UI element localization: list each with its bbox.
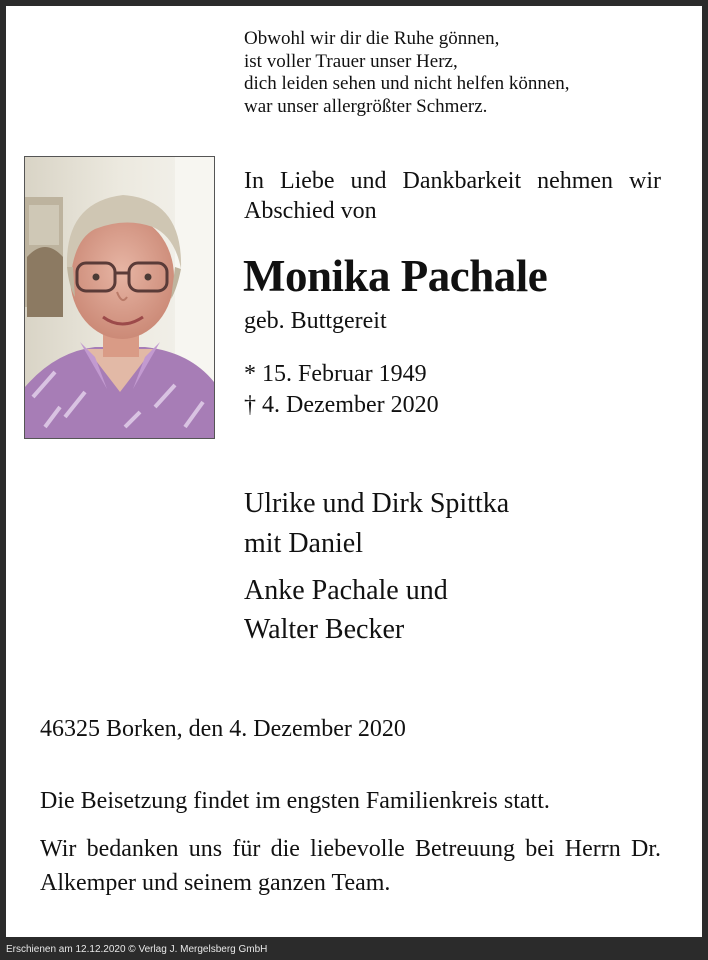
publication-footer: Erschienen am 12.12.2020 © Verlag J. Mergelsberg GmbH <box>6 944 268 955</box>
mourner-line: Ulrike und Dirk Spittka <box>244 488 510 519</box>
poem-line: Obwohl wir dir die Ruhe gönnen, <box>244 28 500 49</box>
mourner-line: mit Daniel <box>244 528 363 559</box>
poem-line: dich leiden sehen und nicht helfen können, <box>244 73 570 94</box>
portrait-photo <box>24 156 215 439</box>
obituary-notice <box>6 6 702 937</box>
death-date: † 4. Dezember 2020 <box>244 392 439 418</box>
intro-text: In Liebe und Dankbarkeit nehmen wir Abschied von <box>244 168 661 224</box>
birth-date: * 15. Februar 1949 <box>244 361 427 387</box>
mourner-line: Walter Becker <box>244 614 405 645</box>
place-date: 46325 Borken, den 4. Dezember 2020 <box>40 716 406 742</box>
deceased-name: Monika Pachale <box>243 251 548 301</box>
maiden-name: geb. Buttgereit <box>244 308 387 334</box>
poem-line: war unser allergrößter Schmerz. <box>244 95 488 117</box>
burial-note: Die Beisetzung findet im engsten Familienkreis statt. <box>40 788 550 814</box>
poem-line: ist voller Trauer unser Herz, <box>244 50 458 72</box>
mourner-line: Anke Pachale und <box>244 575 448 606</box>
poem <box>244 28 664 118</box>
thanks-note: Wir bedanken uns für die liebevolle Betreuung bei Herrn Dr. Alkemper und seinem ganzen Team. <box>40 836 661 896</box>
